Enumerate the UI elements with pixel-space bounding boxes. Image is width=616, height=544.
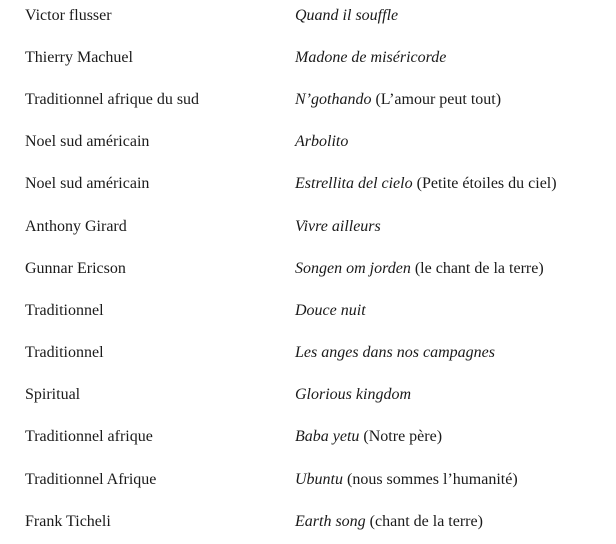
work-entry — [295, 341, 495, 365]
work-title: Ubuntu — [295, 471, 343, 488]
work-entry — [295, 257, 544, 281]
program-row — [0, 425, 616, 449]
program-row — [0, 510, 616, 534]
composer-name: Noel sud américain — [25, 175, 150, 192]
work-title: Madone de miséricorde — [295, 49, 447, 66]
work-title: Quand il souffle — [295, 7, 399, 24]
work-translation: (le chant de la terre) — [410, 260, 544, 277]
program-row — [0, 172, 616, 196]
composer-name: Victor flusser — [25, 7, 112, 24]
composer-name: Traditionnel afrique du sud — [25, 91, 200, 108]
program-row — [0, 341, 616, 365]
composer-name: Anthony Girard — [25, 218, 127, 235]
composer-name: Traditionnel Afrique — [25, 471, 157, 488]
composer-name: Gunnar Ericson — [25, 260, 126, 277]
work-entry — [295, 510, 483, 534]
program-row — [0, 88, 616, 112]
program-row — [0, 299, 616, 323]
work-translation: (L’amour peut tout) — [371, 91, 502, 108]
work-title: Douce nuit — [295, 302, 366, 319]
work-entry — [295, 46, 446, 70]
work-title: Glorious kingdom — [295, 386, 411, 403]
work-translation: (nous sommes l’humanité) — [343, 471, 518, 488]
composer-name: Traditionnel afrique — [25, 428, 153, 445]
work-title: Estrellita del cielo — [295, 175, 413, 192]
work-title: Les anges dans nos campagnes — [295, 344, 495, 361]
program-row — [0, 215, 616, 239]
composer-name: Traditionnel — [25, 302, 104, 319]
composer-name: Spiritual — [25, 386, 81, 403]
program-row — [0, 257, 616, 281]
composer-name: Frank Ticheli — [25, 513, 111, 530]
work-title: Baba yetu — [295, 428, 360, 445]
work-title: Earth song — [295, 513, 366, 530]
work-title: Songen om jorden — [295, 260, 411, 277]
work-entry — [295, 383, 411, 407]
work-entry — [295, 4, 398, 28]
work-entry — [295, 172, 557, 196]
program-row — [0, 383, 616, 407]
work-entry — [295, 130, 348, 154]
program-row — [0, 46, 616, 70]
program-row — [0, 4, 616, 28]
composer-name: Traditionnel — [25, 344, 104, 361]
work-translation: (chant de la terre) — [365, 513, 483, 530]
work-translation: (Notre père) — [359, 428, 443, 445]
composer-name: Noel sud américain — [25, 133, 150, 150]
program-row — [0, 468, 616, 492]
work-translation: (Petite étoiles du ciel) — [412, 175, 557, 192]
work-title: Arbolito — [295, 133, 349, 150]
composer-name: Thierry Machuel — [25, 49, 133, 66]
program-row — [0, 130, 616, 154]
work-entry — [295, 468, 518, 492]
work-entry — [295, 88, 501, 112]
work-title: N’gothando — [295, 91, 372, 108]
work-entry — [295, 425, 442, 449]
work-title: Vivre ailleurs — [295, 218, 381, 235]
work-entry — [295, 215, 381, 239]
work-entry — [295, 299, 366, 323]
